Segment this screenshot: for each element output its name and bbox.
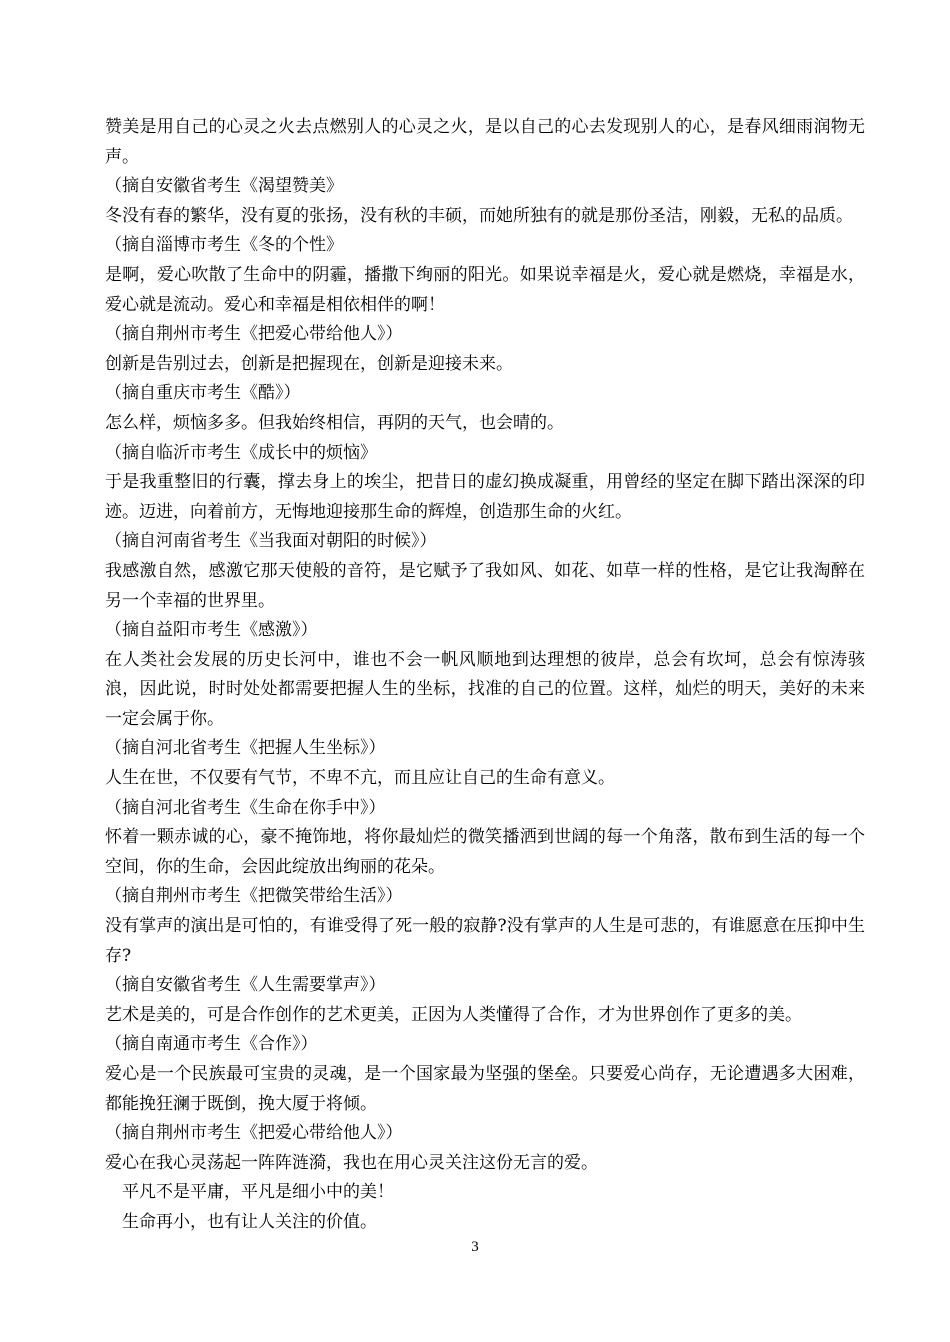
quote-source: （摘自河北省考生《生命在你手中》）: [105, 797, 386, 818]
quote-paragraph: 怎么样，烦恼多多。但我始终相信，再阴的天气，也会晴的。: [105, 412, 564, 433]
quote-paragraph: 人生在世，不仅要有气节，不卑不亢，而且应让自己的生命有意义。: [105, 768, 615, 789]
quote-paragraph: 赞美是用自己的心灵之火去点燃别人的心灵之火，是以自己的心去发现别人的心，是春风细雨润物无声。: [105, 117, 865, 167]
quote-source: （摘自河北省考生《把握人生坐标》）: [105, 738, 386, 759]
quote-source: （摘自临沂市考生《成长中的烦恼》: [105, 442, 377, 463]
quote-source: （摘自荆州市考生《把微笑带给生活》）: [105, 886, 403, 907]
indented-line: 生命再小，也有让人关注的价值。: [122, 1211, 377, 1232]
quote-source: （摘自南通市考生《合作》）: [105, 1034, 318, 1055]
page-number: 3: [471, 1239, 479, 1255]
quote-paragraph: 没有掌声的演出是可怕的，有谁受得了死一般的寂静?没有掌声的人生是可悲的，有谁愿意在压抑中生存?: [105, 916, 865, 966]
quote-paragraph: 爱心在我心灵荡起一阵阵涟漪，我也在用心灵关注这份无言的爱。: [105, 1152, 598, 1173]
quote-paragraph: 在人类社会发展的历史长河中，谁也不会一帆风顺地到达理想的彼岸，总会有坎坷，总会有惊涛骇浪，因此说，时时处处都需要把握人生的坐标，找准的自己的位置。这样，灿烂的明天，美好的未来一定会属于你。: [105, 649, 865, 729]
quote-paragraph: 于是我重整旧的行囊，撑去身上的埃尘，把昔日的虚幻换成凝重，用曾经的坚定在脚下踏出深深的印迹。迈进，向着前方，无悔地迎接那生命的辉煌，创造那生命的火红。: [105, 472, 865, 522]
quote-paragraph: 冬没有春的繁华，没有夏的张扬，没有秋的丰硕，而她所独有的就是那份圣洁，刚毅，无私的品质。: [105, 205, 853, 226]
quote-source: （摘自安徽省考生《人生需要掌声》）: [105, 975, 386, 996]
quote-source: （摘自荆州市考生《把爱心带给他人》）: [105, 1123, 403, 1144]
quote-source: （摘自淄博市考生《冬的个性》: [105, 235, 343, 256]
indented-line: 平凡不是平庸，平凡是细小中的美！: [122, 1182, 394, 1203]
quote-source: （摘自荆州市考生《把爱心带给他人》）: [105, 324, 403, 345]
quote-source: （摘自安徽省考生《渴望赞美》: [105, 176, 343, 197]
quote-source: （摘自益阳市考生《感激》）: [105, 620, 318, 641]
quote-source: （摘自河南省考生《当我面对朝阳的时候》）: [105, 531, 437, 552]
quote-paragraph: 爱心是一个民族最可宝贵的灵魂，是一个国家最为坚强的堡垒。只要爱心尚存，无论遭遇多大困难，都能挽狂澜于既倒，挽大厦于将倾。: [105, 1064, 865, 1114]
quote-paragraph: 创新是告别过去，创新是把握现在，创新是迎接未来。: [105, 353, 513, 374]
document-body: [105, 113, 865, 1238]
quote-paragraph: 怀着一颗赤诚的心，豪不掩饰地，将你最灿烂的微笑播洒到世阔的每一个角落，散布到生活的每一个空间，你的生命，会因此绽放出绚丽的花朵。: [105, 827, 865, 877]
quote-paragraph: 我感激自然，感激它那天使般的音符，是它赋予了我如风、如花、如草一样的性格，是它让我淘醉在另一个幸福的世界里。: [105, 560, 865, 611]
quote-paragraph: 是啊，爱心吹散了生命中的阴霾，播撒下绚丽的阳光。如果说幸福是火，爱心就是燃烧，幸福是水，爱心就是流动。爱心和幸福是相依相伴的啊！: [105, 264, 865, 315]
quote-source: （摘自重庆市考生《酷》）: [105, 383, 301, 404]
quote-paragraph: 艺术是美的，可是合作创作的艺术更美，正因为人类懂得了合作，才为世界创作了更多的美。: [105, 1004, 802, 1025]
